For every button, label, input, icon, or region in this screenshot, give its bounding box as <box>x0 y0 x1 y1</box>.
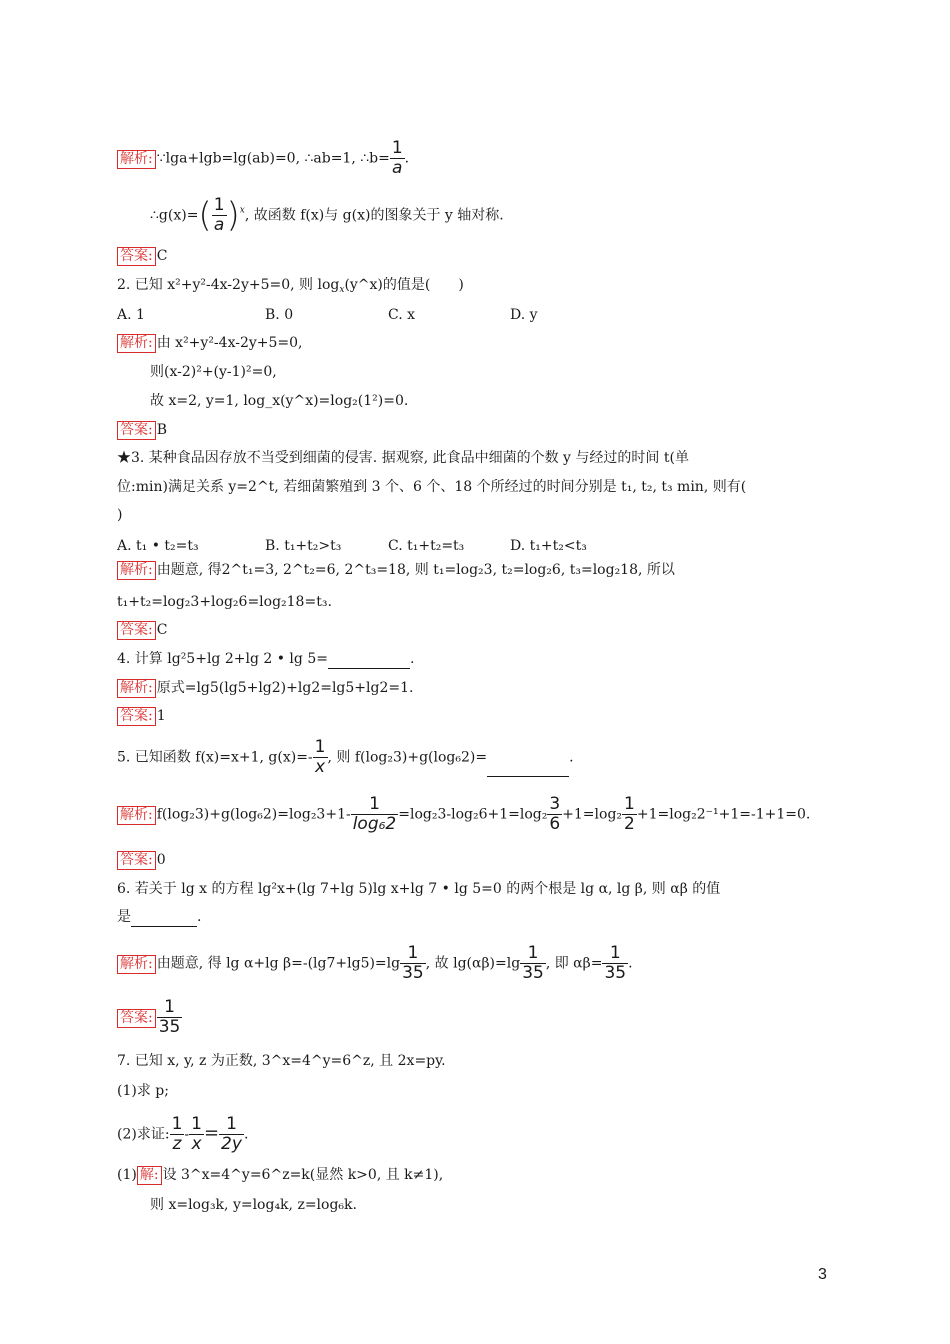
q6-analysis: 解析: 由题意, 得 lg α+lg β=-(lg7+lg5)=lg $\frac{1}{35}$ , 故 lg(αβ)=lg $\frac{1}{35}$ , 即 αβ= $\frac{1}{35}$ . <box>117 944 633 983</box>
fraction: $\frac{1}{\text{log₆2}}$ <box>352 794 397 834</box>
q3-stem-1: ★3. 某种食品因存放不当受到细菌的侵害. 据观察, 此食品中细菌的个数 y 与经过的时间 t(单 <box>117 450 689 466</box>
q1-analysis-text: ∵lga+lgb=lg(ab)=0, ∴ab=1, ∴b= <box>156 150 390 167</box>
q2-analysis-3: 故 x=2, y=1, log_x(y^x)=log₂(1²)=0. <box>150 393 409 409</box>
q5-analysis: 解析: f(log₂3)+g(log₆2)=log₂3+1- $\frac{1}{\text{log₆2}}$ =log₂3-log₂6+1=log₂ $\frac{3}{6}$ +1=log₂ $\frac{1}{2}$ +1=log₂2⁻¹+1=-1+1=0. <box>117 795 810 834</box>
fraction: $\frac{1}{2y}$ <box>221 1114 242 1154</box>
q6-answer <box>117 998 182 1037</box>
q6-stem-1: 6. 若关于 lg x 的方程 lg²x+(lg 7+lg 5)lg x+lg 7 • lg 5=0 的两个根是 lg α, lg β, 则 αβ 的值 <box>117 881 721 897</box>
q7-part2: (2)求证: $\frac{1}{z}$ - $\frac{1}{x}$ = $\frac{1}{2y}$ . <box>117 1114 249 1154</box>
answer-blank <box>328 654 410 669</box>
answer-tag: 答案: <box>117 421 156 440</box>
q2-answer: 答案: B <box>117 420 167 440</box>
q3-analysis: 解析: 由题意, 得2^t₁=3, 2^t₂=6, 2^t₃=18, 则 t₁=log₂3, t₂=log₂6, t₃=log₂18, 所以 <box>117 560 675 580</box>
analysis-tag: 解析: <box>117 334 156 353</box>
q3-stem-2: 位:min)满足关系 y=2^t, 若细菌繁殖到 3 个、6 个、18 个所经过的时间分别是 t₁, t₂, t₃ min, 则有( <box>117 479 747 495</box>
q1-answer: 答案: C <box>117 246 167 266</box>
q2-analysis: 解析: 由 x²+y²-4x-2y+5=0, <box>117 333 303 353</box>
q4-answer: 答案: 1 <box>117 706 166 726</box>
q3-options <box>117 536 587 556</box>
fraction: $\frac{1}{a}$ <box>391 138 403 178</box>
answer-tag: 答案: <box>117 1009 156 1028</box>
option-a: A. t₁ • t₂=t₃ <box>117 538 199 554</box>
option-d: D. y <box>510 307 538 323</box>
fraction: $\frac{1}{z}$ <box>171 1114 183 1154</box>
option-c: C. t₁+t₂=t₃ <box>388 538 465 554</box>
fraction: $\frac{1}{35}$ <box>522 943 544 983</box>
fraction: $\frac{1}{a}$ <box>213 195 225 235</box>
option-b: B. 0 <box>265 307 294 323</box>
q1-analysis: 解析: ∵lga+lgb=lg(ab)=0, ∴ab=1, ∴b= $\frac{1}{a}$ . <box>117 139 409 178</box>
analysis-tag: 解析: <box>117 955 156 974</box>
q2-analysis-2: 则(x-2)²+(y-1)²=0, <box>150 364 277 380</box>
q7-solution: (1) 解: 设 3^x=4^y=6^z=k(显然 k>0, 且 k≠1), <box>117 1167 444 1183</box>
solution-tag: 解: <box>137 1166 162 1185</box>
option-a: A. 1 <box>117 307 145 323</box>
answer-tag: 答案: <box>117 247 156 266</box>
q7-stem: 7. 已知 x, y, z 为正数, 3^x=4^y=6^z, 且 2x=py. <box>117 1053 446 1069</box>
answer-blank <box>131 912 197 927</box>
q4-analysis: 解析: 原式=lg5(lg5+lg2)+lg2=lg5+lg2=1. <box>117 678 413 698</box>
fraction: $\frac{3}{6}$ <box>549 794 561 834</box>
fraction: $\frac{1}{35}$ <box>604 943 627 983</box>
analysis-tag: 解析: <box>117 150 156 169</box>
page-number: 3 <box>818 1266 827 1283</box>
option-b: B. t₁+t₂>t₃ <box>265 538 342 554</box>
q3-stem-3: ) <box>117 507 123 523</box>
q5-stem: 5. 已知函数 f(x)=x+1, g(x)=- $\frac{1}{x}$ , 则 f(log₂3)+g(log₆2)= . <box>117 737 574 777</box>
fraction: $\frac{1}{2}$ <box>624 794 635 834</box>
analysis-tag: 解析: <box>117 561 156 580</box>
q7-solution-2: 则 x=log₃k, y=log₄k, z=log₆k. <box>150 1197 357 1213</box>
q3-analysis-2: t₁+t₂=log₂3+log₂6=log₂18=t₃. <box>117 594 332 610</box>
answer-blank <box>487 762 569 777</box>
answer-tag: 答案: <box>117 621 156 640</box>
q7-part1: (1)求 p; <box>117 1083 169 1099</box>
option-c: C. x <box>388 307 416 323</box>
q6-stem-2: 是 . <box>117 909 202 925</box>
q2-options <box>117 305 538 325</box>
fraction: $\frac{1}{35}$ <box>402 943 424 983</box>
q1-analysis-line2: ∴g(x)=( $\frac{1}{a}$ )$^x$, 故函数 f(x)与 g(x)的图象关于 y 轴对称. <box>150 195 504 236</box>
answer-tag: 答案: <box>117 851 156 870</box>
q3-answer: 答案: C <box>117 620 167 640</box>
q2-stem: 2. 已知 x²+y²-4x-2y+5=0, 则 $\log_x(y\^{}x)$的值是( ) <box>117 277 464 295</box>
q5-answer: 答案: 0 <box>117 850 166 870</box>
option-d: D. t₁+t₂<t₃ <box>510 538 587 554</box>
fraction: $\frac{1}{35}$ <box>158 997 181 1037</box>
answer-tag: 答案: <box>117 707 156 726</box>
analysis-tag: 解析: <box>117 806 156 825</box>
fraction: $\frac{1}{x}$ <box>191 1114 202 1154</box>
q4-stem: 4. 计算 lg²5+lg 2+lg 2 • lg 5= . <box>117 651 415 667</box>
fraction: $\frac{1}{x}$ <box>314 737 326 777</box>
analysis-tag: 解析: <box>117 679 156 698</box>
